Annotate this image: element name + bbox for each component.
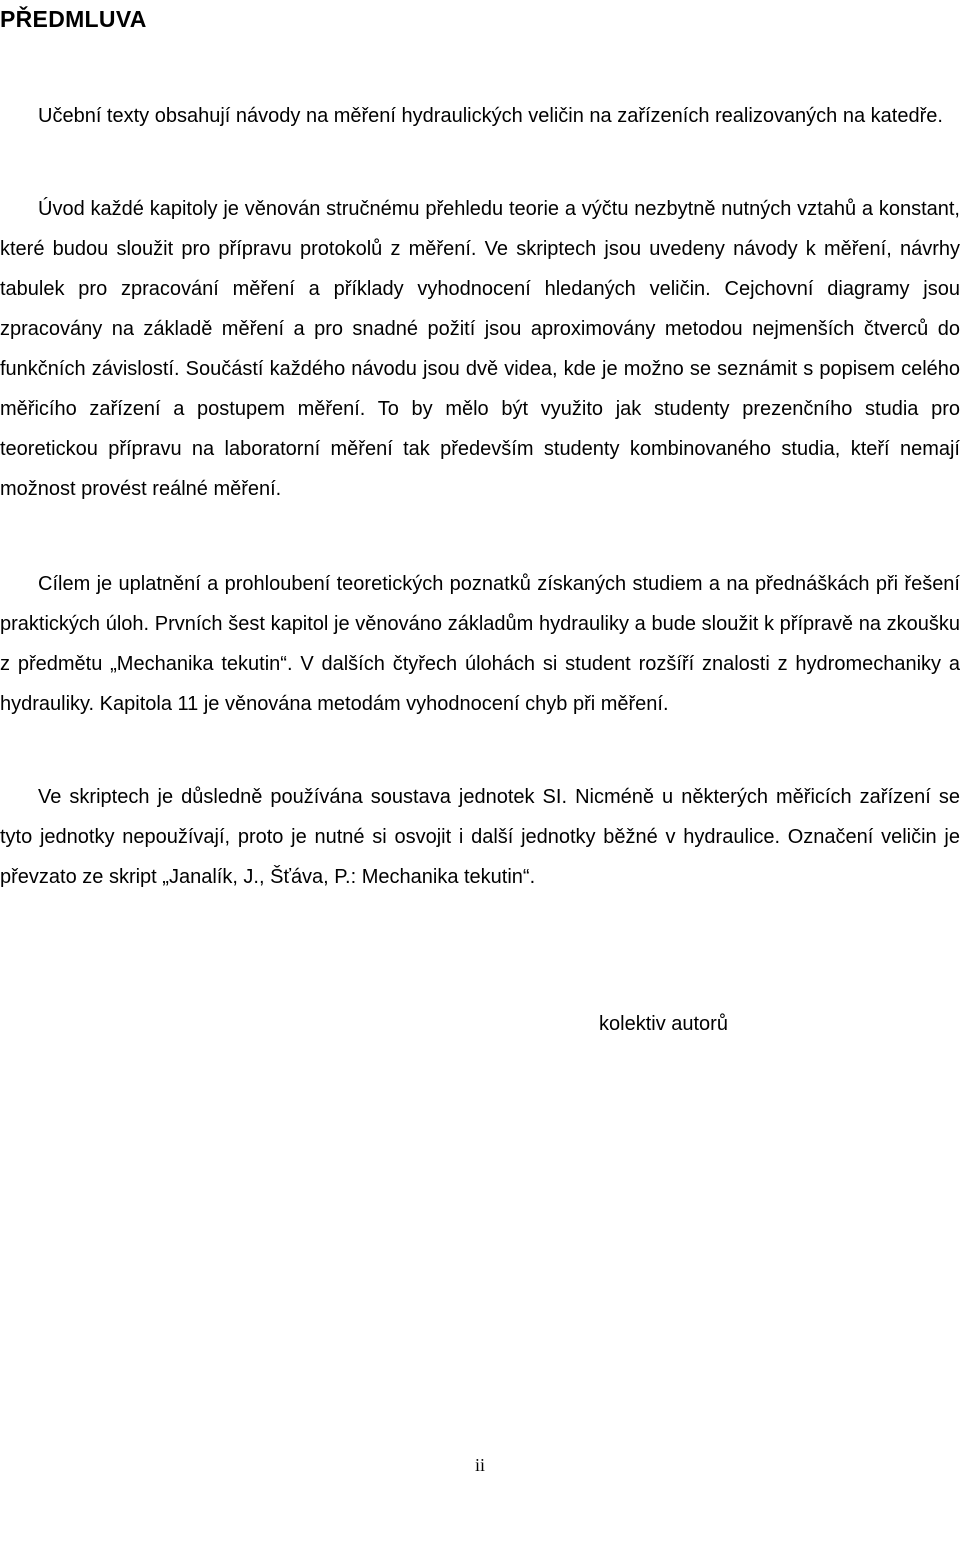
paragraph-goal: Cílem je uplatnění a prohloubení teoretických poznatků získaných studiem a na přednáškách při řešení praktických úloh. Prvních šest kapitol je věnováno základům hydrauliky a bude sloužit k přípravě na zkoušku z předmětu „Mechanika tekutin“. V dalších čtyřech úlohách si student rozšíří znalosti z hydromechaniky a hydrauliky. Kapitola 11 je věnována metodám vyhodnocení chyb při měření.: [0, 573, 960, 715]
paragraph-intro: Učební texty obsahují návody na měření hydraulických veličin na zařízeních realizovaných na katedře.: [38, 105, 943, 127]
signature: kolektiv autorů: [599, 1013, 728, 1035]
page-number: ii: [474, 1455, 485, 1475]
paragraph-units: Ve skriptech je důsledně používána soustava jednotek SI. Nicméně u některých měřicích zařízení se tyto jednotky nepoužívají, proto je nutné si osvojit i další jednotky běžné v hydraulice. Označení veličin je převzato ze skript „Janalík, J., Šťáva, P.: Mechanika tekutin“.: [0, 786, 960, 888]
page-title: PŘEDMLUVA: [0, 6, 147, 32]
paragraph-chapter-overview: Úvod každé kapitoly je věnován stručnému přehledu teorie a výčtu nezbytně nutných vztahů a konstant, které budou sloužit pro přípravu protokolů z měření. Ve skriptech jsou uvedeny návody k měření, návrhy tabulek pro zpracování měření a příklady vyhodnocení hledaných veličin. Cejchovní diagramy jsou zpracovány na základě měření a pro snadné požití jsou aproximovány metodou nejmenších čtverců do funkčních závislostí. Součástí každého návodu jsou dvě videa, kde je možno se seznámit s popisem celého měřicího zařízení a postupem měření. To by mělo být využito jak studenty prezenčního studia pro teoretickou přípravu na laboratorní měření tak především studenty kombinovaného studia, kteří nemají možnost provést reálné měření.: [0, 198, 960, 500]
